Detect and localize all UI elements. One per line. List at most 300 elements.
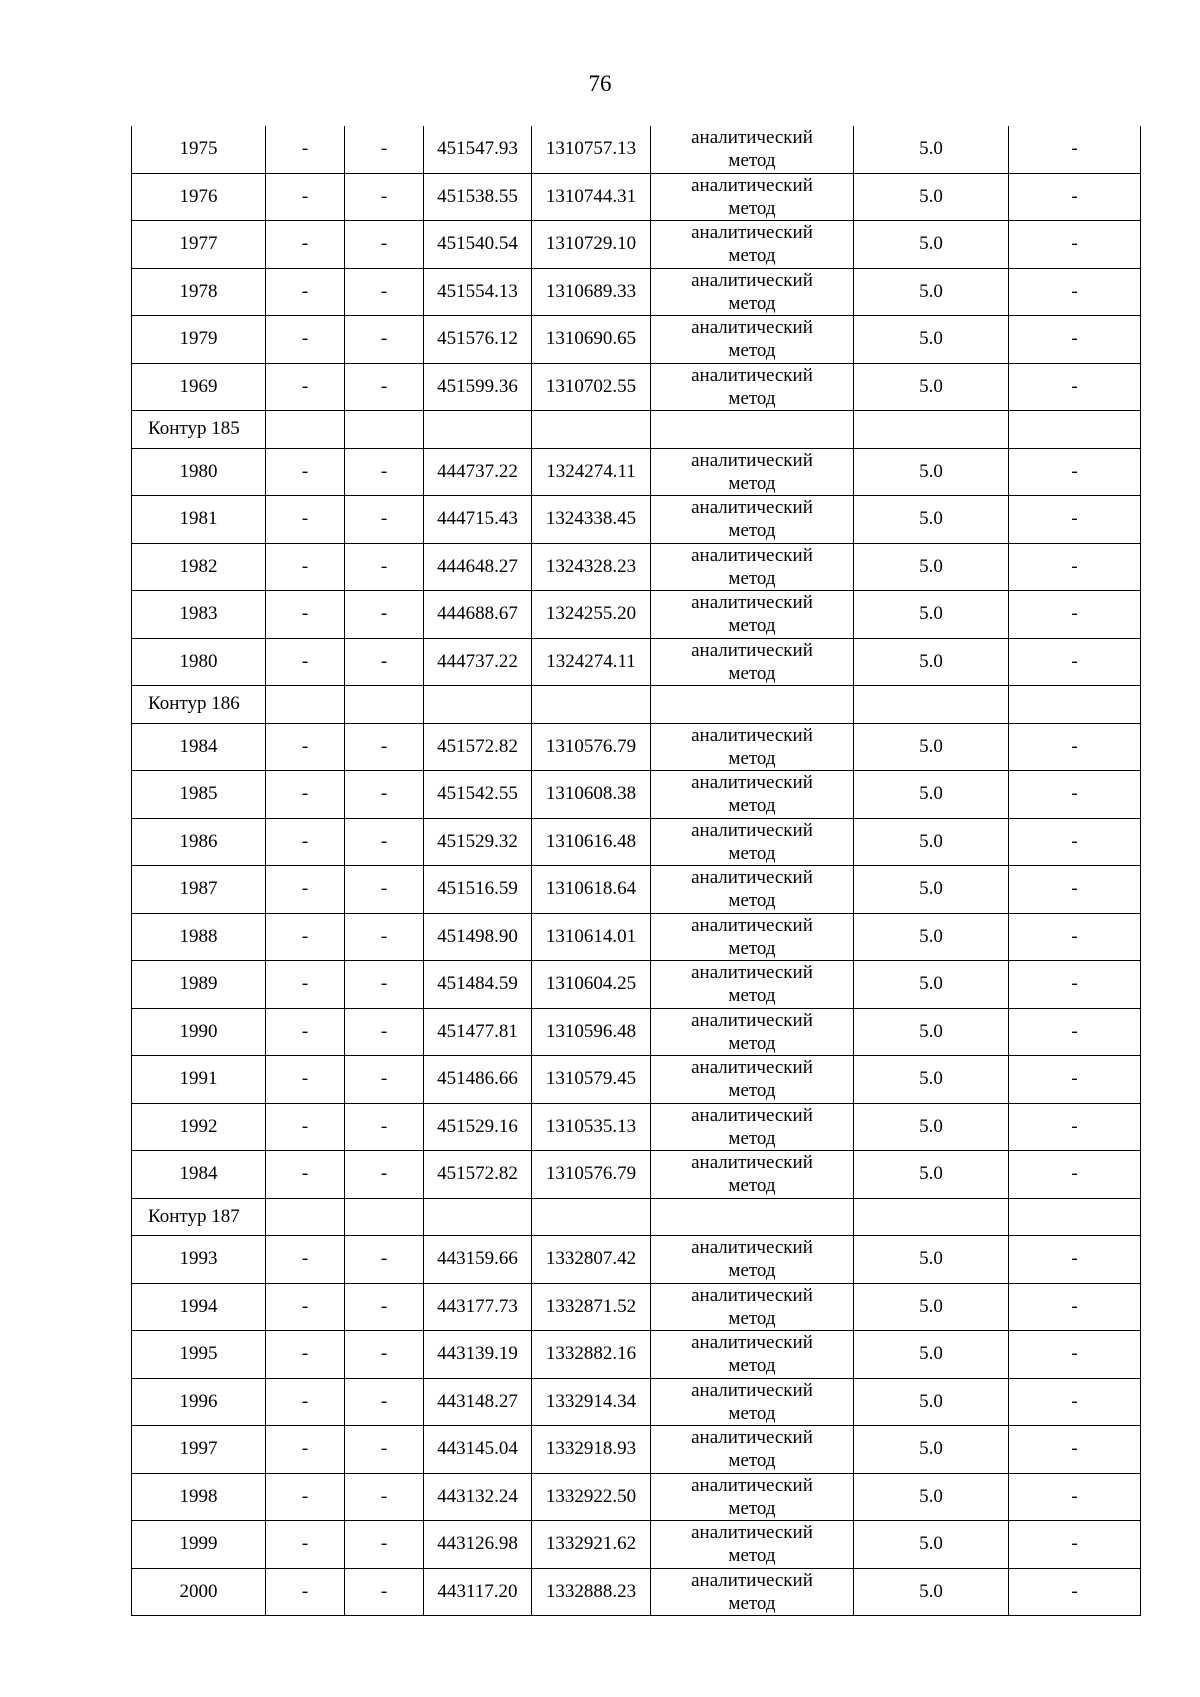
method-line-1: аналитический: [691, 1284, 813, 1306]
column-3-value: -: [345, 723, 424, 771]
point-id: 1969: [132, 363, 266, 411]
table-body: [132, 126, 1141, 1616]
method-line-1: аналитический: [691, 1057, 813, 1079]
column-2-value: -: [266, 818, 345, 866]
x-coordinate: 444737.22: [424, 638, 532, 686]
method-line-1: аналитический: [691, 1009, 813, 1031]
point-id: 1988: [132, 913, 266, 961]
x-coordinate: 443117.20: [424, 1568, 532, 1616]
contour-header-row: [132, 1198, 1141, 1236]
y-coordinate: 1324328.23: [532, 543, 651, 591]
y-coordinate: 1310616.48: [532, 818, 651, 866]
point-id: 1997: [132, 1426, 266, 1474]
method-line-2: метод: [728, 197, 776, 219]
y-coordinate: 1310744.31: [532, 173, 651, 221]
method-line-2: метод: [728, 567, 776, 589]
x-coordinate: 444648.27: [424, 543, 532, 591]
column-8-value: -: [1009, 1331, 1141, 1379]
y-coordinate: 1310690.65: [532, 316, 651, 364]
method-line-1: аналитический: [691, 497, 813, 519]
empty-cell: [266, 686, 345, 724]
method-cell: [651, 268, 854, 316]
x-coordinate: 451540.54: [424, 221, 532, 269]
table-row: [132, 316, 1141, 364]
method-line-2: метод: [728, 1402, 776, 1424]
column-8-value: -: [1009, 543, 1141, 591]
table-row: [132, 961, 1141, 1009]
column-8-value: -: [1009, 363, 1141, 411]
method-line-1: аналитический: [691, 449, 813, 471]
column-2-value: -: [266, 1568, 345, 1616]
column-8-value: -: [1009, 1236, 1141, 1284]
table-row: [132, 723, 1141, 771]
accuracy-value: 5.0: [854, 1521, 1009, 1569]
point-id: 1984: [132, 723, 266, 771]
accuracy-value: 5.0: [854, 316, 1009, 364]
method-cell: [651, 221, 854, 269]
column-3-value: -: [345, 771, 424, 819]
table-row: [132, 1103, 1141, 1151]
x-coordinate: 443139.19: [424, 1331, 532, 1379]
column-3-value: -: [345, 1236, 424, 1284]
method-line-2: метод: [728, 1355, 776, 1377]
method-line-2: метод: [728, 292, 776, 314]
method-cell: [651, 961, 854, 1009]
contour-header-row: [132, 686, 1141, 724]
empty-cell: [854, 411, 1009, 449]
x-coordinate: 451484.59: [424, 961, 532, 1009]
method-line-1: аналитический: [691, 1104, 813, 1126]
point-id: 1978: [132, 268, 266, 316]
method-line-1: аналитический: [691, 592, 813, 614]
column-2-value: -: [266, 1283, 345, 1331]
column-2-value: -: [266, 1331, 345, 1379]
method-line-2: метод: [728, 795, 776, 817]
x-coordinate: 451529.32: [424, 818, 532, 866]
accuracy-value: 5.0: [854, 818, 1009, 866]
y-coordinate: 1332871.52: [532, 1283, 651, 1331]
method-line-1: аналитический: [691, 914, 813, 936]
y-coordinate: 1310729.10: [532, 221, 651, 269]
column-8-value: -: [1009, 723, 1141, 771]
point-id: 1989: [132, 961, 266, 1009]
table-row: [132, 591, 1141, 639]
method-cell: [651, 913, 854, 961]
column-3-value: -: [345, 1473, 424, 1521]
column-3-value: -: [345, 543, 424, 591]
x-coordinate: 444715.43: [424, 496, 532, 544]
x-coordinate: 451498.90: [424, 913, 532, 961]
method-line-1: аналитический: [691, 1237, 813, 1259]
empty-cell: [345, 1198, 424, 1236]
method-line-1: аналитический: [691, 772, 813, 794]
y-coordinate: 1310757.13: [532, 126, 651, 173]
empty-cell: [532, 686, 651, 724]
x-coordinate: 451572.82: [424, 1151, 532, 1199]
x-coordinate: 444688.67: [424, 591, 532, 639]
empty-cell: [424, 1198, 532, 1236]
point-id: 1985: [132, 771, 266, 819]
empty-cell: [345, 411, 424, 449]
method-cell: [651, 638, 854, 686]
column-8-value: -: [1009, 1521, 1141, 1569]
y-coordinate: 1332914.34: [532, 1378, 651, 1426]
method-line-1: аналитический: [691, 639, 813, 661]
accuracy-value: 5.0: [854, 1056, 1009, 1104]
method-line-2: метод: [728, 890, 776, 912]
empty-cell: [651, 686, 854, 724]
method-line-2: метод: [728, 1497, 776, 1519]
column-3-value: -: [345, 221, 424, 269]
accuracy-value: 5.0: [854, 913, 1009, 961]
y-coordinate: 1332807.42: [532, 1236, 651, 1284]
column-2-value: -: [266, 126, 345, 173]
column-2-value: -: [266, 1521, 345, 1569]
x-coordinate: 451542.55: [424, 771, 532, 819]
point-id: 1994: [132, 1283, 266, 1331]
column-3-value: -: [345, 866, 424, 914]
method-line-2: метод: [728, 472, 776, 494]
column-2-value: -: [266, 638, 345, 686]
column-8-value: -: [1009, 1426, 1141, 1474]
column-3-value: -: [345, 1283, 424, 1331]
method-line-1: аналитический: [691, 1379, 813, 1401]
accuracy-value: 5.0: [854, 591, 1009, 639]
point-id: 2000: [132, 1568, 266, 1616]
method-cell: [651, 1008, 854, 1056]
table-row: [132, 126, 1141, 173]
method-cell: [651, 1056, 854, 1104]
y-coordinate: 1324274.11: [532, 638, 651, 686]
y-coordinate: 1324255.20: [532, 591, 651, 639]
table-row: [132, 1473, 1141, 1521]
column-3-value: -: [345, 1568, 424, 1616]
column-8-value: -: [1009, 771, 1141, 819]
point-id: 1991: [132, 1056, 266, 1104]
accuracy-value: 5.0: [854, 363, 1009, 411]
method-cell: [651, 723, 854, 771]
point-id: 1995: [132, 1331, 266, 1379]
method-cell: [651, 1568, 854, 1616]
method-line-2: метод: [728, 985, 776, 1007]
column-2-value: -: [266, 316, 345, 364]
method-cell: [651, 1331, 854, 1379]
table-row: [132, 638, 1141, 686]
point-id: 1980: [132, 448, 266, 496]
method-line-2: метод: [728, 1127, 776, 1149]
y-coordinate: 1332888.23: [532, 1568, 651, 1616]
column-2-value: -: [266, 1008, 345, 1056]
coordinates-table: [131, 126, 1141, 1616]
accuracy-value: 5.0: [854, 638, 1009, 686]
contour-label: Контур 185: [132, 411, 266, 449]
column-8-value: -: [1009, 1568, 1141, 1616]
column-8-value: -: [1009, 818, 1141, 866]
method-line-2: метод: [728, 1307, 776, 1329]
y-coordinate: 1310596.48: [532, 1008, 651, 1056]
point-id: 1981: [132, 496, 266, 544]
column-8-value: -: [1009, 866, 1141, 914]
column-8-value: -: [1009, 1008, 1141, 1056]
x-coordinate: 451572.82: [424, 723, 532, 771]
x-coordinate: 443132.24: [424, 1473, 532, 1521]
column-3-value: -: [345, 1331, 424, 1379]
point-id: 1977: [132, 221, 266, 269]
y-coordinate: 1310689.33: [532, 268, 651, 316]
column-8-value: -: [1009, 173, 1141, 221]
column-3-value: -: [345, 268, 424, 316]
method-cell: [651, 1521, 854, 1569]
empty-cell: [1009, 411, 1141, 449]
method-line-2: метод: [728, 615, 776, 637]
point-id: 1986: [132, 818, 266, 866]
method-line-2: метод: [728, 1592, 776, 1614]
column-8-value: -: [1009, 1151, 1141, 1199]
column-3-value: -: [345, 126, 424, 173]
x-coordinate: 443148.27: [424, 1378, 532, 1426]
contour-label: Контур 187: [132, 1198, 266, 1236]
column-8-value: -: [1009, 126, 1141, 173]
method-line-2: метод: [728, 150, 776, 172]
y-coordinate: 1324338.45: [532, 496, 651, 544]
point-id: 1992: [132, 1103, 266, 1151]
column-3-value: -: [345, 1378, 424, 1426]
method-cell: [651, 818, 854, 866]
column-3-value: -: [345, 1103, 424, 1151]
column-3-value: -: [345, 591, 424, 639]
column-3-value: -: [345, 1151, 424, 1199]
method-line-1: аналитический: [691, 174, 813, 196]
empty-cell: [266, 1198, 345, 1236]
method-line-1: аналитический: [691, 1427, 813, 1449]
column-8-value: -: [1009, 913, 1141, 961]
method-line-1: аналитический: [691, 1332, 813, 1354]
method-line-2: метод: [728, 245, 776, 267]
method-line-1: аналитический: [691, 724, 813, 746]
column-8-value: -: [1009, 1473, 1141, 1521]
method-line-1: аналитический: [691, 1152, 813, 1174]
accuracy-value: 5.0: [854, 961, 1009, 1009]
y-coordinate: 1310576.79: [532, 723, 651, 771]
method-cell: [651, 1103, 854, 1151]
column-3-value: -: [345, 638, 424, 686]
table-row: [132, 363, 1141, 411]
table-row: [132, 268, 1141, 316]
method-line-1: аналитический: [691, 819, 813, 841]
accuracy-value: 5.0: [854, 866, 1009, 914]
column-2-value: -: [266, 1151, 345, 1199]
page-number: 76: [588, 71, 612, 96]
column-3-value: -: [345, 448, 424, 496]
accuracy-value: 5.0: [854, 771, 1009, 819]
method-cell: [651, 1473, 854, 1521]
empty-cell: [532, 411, 651, 449]
empty-cell: [651, 411, 854, 449]
column-2-value: -: [266, 913, 345, 961]
table-row: [132, 173, 1141, 221]
table-row: [132, 1151, 1141, 1199]
method-line-2: метод: [728, 1032, 776, 1054]
y-coordinate: 1310614.01: [532, 913, 651, 961]
method-line-1: аналитический: [691, 317, 813, 339]
table-row: [132, 1236, 1141, 1284]
method-cell: [651, 173, 854, 221]
y-coordinate: 1310702.55: [532, 363, 651, 411]
y-coordinate: 1332882.16: [532, 1331, 651, 1379]
method-cell: [651, 496, 854, 544]
y-coordinate: 1332918.93: [532, 1426, 651, 1474]
method-cell: [651, 771, 854, 819]
x-coordinate: 443159.66: [424, 1236, 532, 1284]
method-line-2: метод: [728, 1175, 776, 1197]
column-8-value: -: [1009, 268, 1141, 316]
x-coordinate: 444737.22: [424, 448, 532, 496]
y-coordinate: 1310608.38: [532, 771, 651, 819]
x-coordinate: 451516.59: [424, 866, 532, 914]
column-2-value: -: [266, 1236, 345, 1284]
method-line-1: аналитический: [691, 364, 813, 386]
y-coordinate: 1310535.13: [532, 1103, 651, 1151]
accuracy-value: 5.0: [854, 543, 1009, 591]
method-line-2: метод: [728, 387, 776, 409]
column-2-value: -: [266, 543, 345, 591]
y-coordinate: 1332922.50: [532, 1473, 651, 1521]
table-row: [132, 1426, 1141, 1474]
column-2-value: -: [266, 723, 345, 771]
point-id: 1983: [132, 591, 266, 639]
table-row: [132, 1521, 1141, 1569]
point-id: 1984: [132, 1151, 266, 1199]
y-coordinate: 1310579.45: [532, 1056, 651, 1104]
point-id: 1987: [132, 866, 266, 914]
point-id: 1998: [132, 1473, 266, 1521]
accuracy-value: 5.0: [854, 1426, 1009, 1474]
table-row: [132, 496, 1141, 544]
table-row: [132, 543, 1141, 591]
column-2-value: -: [266, 961, 345, 1009]
y-coordinate: 1310576.79: [532, 1151, 651, 1199]
accuracy-value: 5.0: [854, 221, 1009, 269]
column-3-value: -: [345, 961, 424, 1009]
accuracy-value: 5.0: [854, 268, 1009, 316]
column-3-value: -: [345, 1056, 424, 1104]
method-cell: [651, 126, 854, 173]
y-coordinate: 1310618.64: [532, 866, 651, 914]
column-2-value: -: [266, 268, 345, 316]
accuracy-value: 5.0: [854, 448, 1009, 496]
method-cell: [651, 363, 854, 411]
column-2-value: -: [266, 1426, 345, 1474]
accuracy-value: 5.0: [854, 1283, 1009, 1331]
x-coordinate: 443177.73: [424, 1283, 532, 1331]
accuracy-value: 5.0: [854, 173, 1009, 221]
method-line-1: аналитический: [691, 867, 813, 889]
table-row: [132, 771, 1141, 819]
accuracy-value: 5.0: [854, 1568, 1009, 1616]
point-id: 1975: [132, 126, 266, 173]
empty-cell: [532, 1198, 651, 1236]
column-8-value: -: [1009, 1056, 1141, 1104]
contour-header-row: [132, 411, 1141, 449]
method-line-1: аналитический: [691, 269, 813, 291]
empty-cell: [854, 686, 1009, 724]
method-cell: [651, 1283, 854, 1331]
column-8-value: -: [1009, 1378, 1141, 1426]
table-row: [132, 818, 1141, 866]
point-id: 1979: [132, 316, 266, 364]
column-3-value: -: [345, 173, 424, 221]
column-8-value: -: [1009, 638, 1141, 686]
method-cell: [651, 1426, 854, 1474]
accuracy-value: 5.0: [854, 1473, 1009, 1521]
method-line-2: метод: [728, 842, 776, 864]
point-id: 1996: [132, 1378, 266, 1426]
column-3-value: -: [345, 1426, 424, 1474]
point-id: 1982: [132, 543, 266, 591]
x-coordinate: 451538.55: [424, 173, 532, 221]
accuracy-value: 5.0: [854, 1331, 1009, 1379]
method-cell: [651, 543, 854, 591]
column-8-value: -: [1009, 221, 1141, 269]
accuracy-value: 5.0: [854, 1378, 1009, 1426]
method-line-2: метод: [728, 747, 776, 769]
column-2-value: -: [266, 173, 345, 221]
method-cell: [651, 1151, 854, 1199]
column-2-value: -: [266, 448, 345, 496]
method-line-2: метод: [728, 340, 776, 362]
x-coordinate: 451477.81: [424, 1008, 532, 1056]
x-coordinate: 451599.36: [424, 363, 532, 411]
x-coordinate: 443145.04: [424, 1426, 532, 1474]
point-id: 1976: [132, 173, 266, 221]
method-line-2: метод: [728, 520, 776, 542]
method-cell: [651, 591, 854, 639]
column-2-value: -: [266, 1473, 345, 1521]
point-id: 1993: [132, 1236, 266, 1284]
x-coordinate: 443126.98: [424, 1521, 532, 1569]
method-line-2: метод: [728, 1450, 776, 1472]
table-row: [132, 1331, 1141, 1379]
empty-cell: [424, 411, 532, 449]
column-2-value: -: [266, 221, 345, 269]
empty-cell: [651, 1198, 854, 1236]
x-coordinate: 451554.13: [424, 268, 532, 316]
y-coordinate: 1332921.62: [532, 1521, 651, 1569]
method-line-2: метод: [728, 1080, 776, 1102]
table-row: [132, 448, 1141, 496]
column-8-value: -: [1009, 961, 1141, 1009]
column-8-value: -: [1009, 1103, 1141, 1151]
accuracy-value: 5.0: [854, 126, 1009, 173]
column-2-value: -: [266, 591, 345, 639]
accuracy-value: 5.0: [854, 723, 1009, 771]
column-3-value: -: [345, 496, 424, 544]
accuracy-value: 5.0: [854, 1103, 1009, 1151]
y-coordinate: 1324274.11: [532, 448, 651, 496]
table-row: [132, 1378, 1141, 1426]
empty-cell: [1009, 1198, 1141, 1236]
accuracy-value: 5.0: [854, 1151, 1009, 1199]
method-line-1: аналитический: [691, 1474, 813, 1496]
method-cell: [651, 448, 854, 496]
table-row: [132, 1056, 1141, 1104]
column-3-value: -: [345, 363, 424, 411]
table-row: [132, 221, 1141, 269]
table-row: [132, 1008, 1141, 1056]
method-line-2: метод: [728, 1260, 776, 1282]
table-row: [132, 1283, 1141, 1331]
table-row: [132, 1568, 1141, 1616]
